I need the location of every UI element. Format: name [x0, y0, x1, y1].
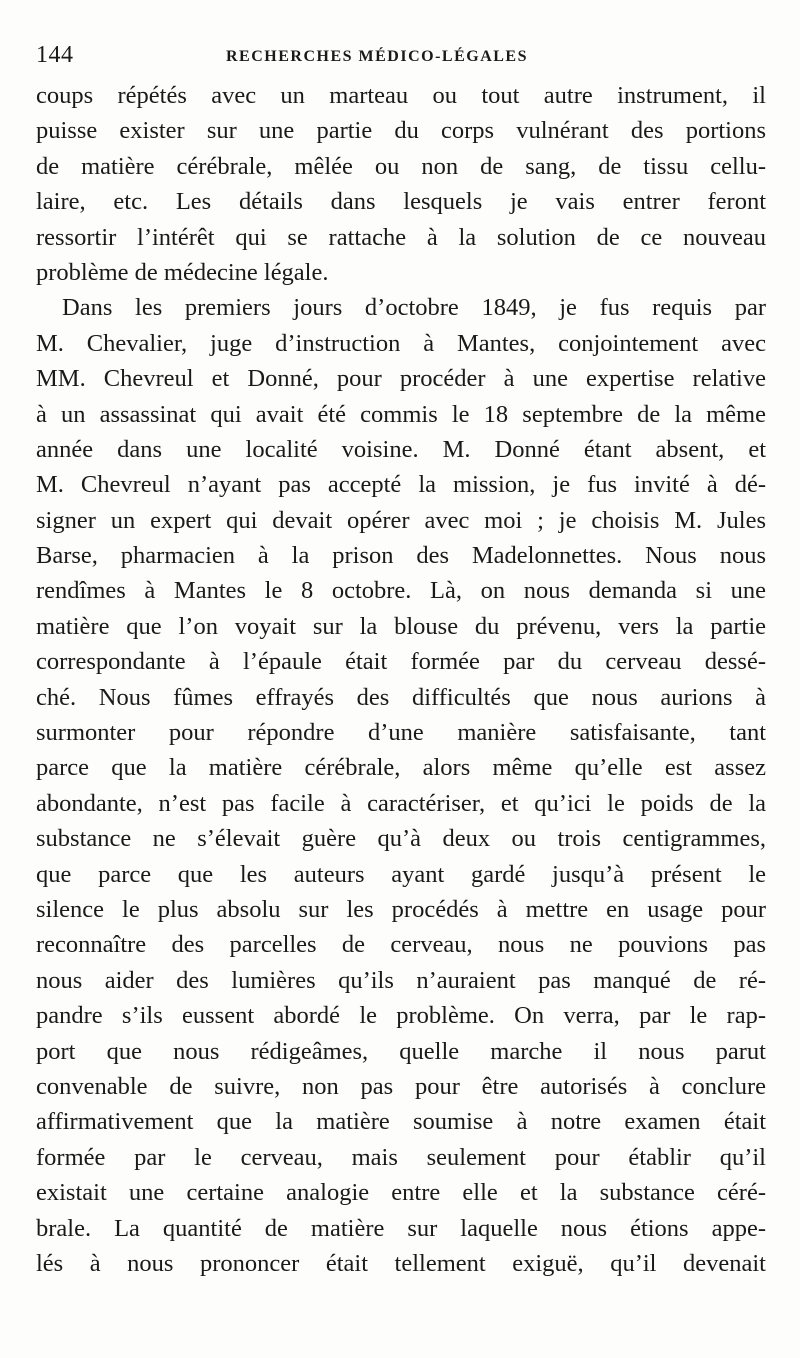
text-line: port que nous rédigeâmes, quelle marche il nous parut	[36, 1037, 766, 1065]
text-line: surmonter pour répondre d’une manière satisfaisante, tant	[36, 719, 766, 747]
text-line: substance ne s’élevait guère qu’à deux ou trois centigrammes,	[36, 825, 766, 853]
text-line: correspondante à l’épaule était formée par du cerveau dessé-	[36, 648, 766, 676]
text-line: signer un expert qui devait opérer avec moi ; je choisis M. Jules	[36, 506, 766, 534]
text-line: Dans les premiers jours d’octobre 1849, je fus requis par	[62, 294, 766, 322]
text-line: ché. Nous fûmes effrayés des difficultés que nous aurions à	[36, 683, 766, 711]
text-line: convenable de suivre, non pas pour être autorisés à conclure	[36, 1072, 766, 1100]
text-line: puisse exister sur une partie du corps vulnérant des portions	[36, 117, 766, 145]
text-line: pandre s’ils eussent abordé le problème. On verra, par le rap-	[36, 1002, 766, 1030]
text-line: reconnaître des parcelles de cerveau, nous ne pouvions pas	[36, 931, 766, 959]
text-line: nous aider des lumières qu’ils n’auraient pas manqué de ré-	[36, 966, 766, 994]
text-line: brale. La quantité de matière sur laquelle nous étions appe-	[36, 1214, 766, 1242]
text-line: ressortir l’intérêt qui se rattache à la solution de ce nouveau	[36, 223, 766, 251]
text-line: M. Chevreul n’ayant pas accepté la mission, je fus invité à dé-	[36, 471, 766, 499]
text-line: affirmativement que la matière soumise à notre examen était	[36, 1108, 766, 1136]
text-line: que parce que les auteurs ayant gardé jusqu’à présent le	[36, 860, 766, 888]
text-line: M. Chevalier, juge d’instruction à Mantes, conjointement avec	[36, 329, 766, 357]
text-line: laire, etc. Les détails dans lesquels je vais entrer feront	[36, 188, 766, 216]
text-line: à un assassinat qui avait été commis le 18 septembre de la même	[36, 400, 766, 428]
page-number: 144	[36, 42, 74, 68]
text-line: formée par le cerveau, mais seulement pour établir qu’il	[36, 1143, 766, 1171]
text-line: abondante, n’est pas facile à caractériser, et qu’ici le poids de la	[36, 789, 766, 817]
text-line: MM. Chevreul et Donné, pour procéder à une expertise relative	[36, 365, 766, 393]
text-line: problème de médecine légale.	[36, 258, 329, 286]
text-line: de matière cérébrale, mêlée ou non de sang, de tissu cellu-	[36, 152, 766, 180]
text-line: rendîmes à Mantes le 8 octobre. Là, on nous demanda si une	[36, 577, 766, 605]
text-line: silence le plus absolu sur les procédés à mettre en usage pour	[36, 895, 766, 923]
page-header	[36, 40, 776, 80]
text-line: année dans une localité voisine. M. Donné étant absent, et	[36, 435, 766, 463]
body-text	[36, 78, 766, 1281]
text-line: Barse, pharmacien à la prison des Madelonnettes. Nous nous	[36, 542, 766, 570]
running-head: RECHERCHES MÉDICO-LÉGALES	[226, 48, 528, 65]
text-line: existait une certaine analogie entre elle et la substance céré-	[36, 1179, 766, 1207]
text-line: coups répétés avec un marteau ou tout autre instrument, il	[36, 82, 766, 109]
text-line: lés à nous prononcer était tellement exiguë, qu’il devenait	[36, 1249, 766, 1277]
text-line: parce que la matière cérébrale, alors même qu’elle est assez	[36, 754, 766, 782]
text-line: matière que l’on voyait sur la blouse du prévenu, vers la partie	[36, 612, 766, 640]
